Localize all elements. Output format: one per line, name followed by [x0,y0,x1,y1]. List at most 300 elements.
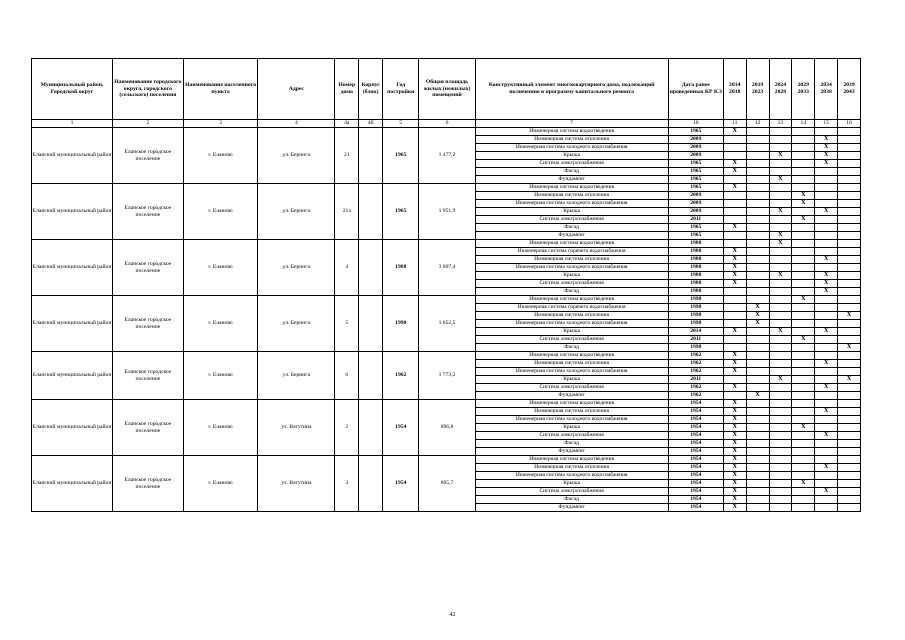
previous-repair-date-cell: 1962 [668,368,723,376]
table-row [32,296,861,304]
period-mark-cell [838,424,861,432]
capital-repair-table [31,58,861,512]
period-mark-cell [815,504,838,512]
period-mark-cell: X [723,464,746,472]
period-mark-cell [815,224,838,232]
period-mark-cell [723,192,746,200]
structural-element-cell: Крыша [475,480,668,488]
period-mark-cell [815,264,838,272]
structural-element-cell: Система электроснабжения [475,160,668,168]
period-mark-cell [746,208,769,216]
header-area: Общая площадь жилых (нежилых) помещений [419,59,475,120]
area-cell: 1 652,5 [419,296,475,352]
period-mark-cell [792,416,815,424]
period-mark-cell [792,128,815,136]
period-mark-cell [838,432,861,440]
period-mark-cell [792,320,815,328]
period-mark-cell [723,144,746,152]
district-cell: Еланский муниципальный район [32,240,113,296]
header-build-year: Год постройки [383,59,419,120]
period-mark-cell [746,216,769,224]
block-cell [359,128,383,184]
period-mark-cell: X [723,160,746,168]
period-mark-cell [769,416,792,424]
period-mark-cell [746,152,769,160]
structural-element-cell: Инженерная система водоотведения [475,352,668,360]
period-mark-cell [746,488,769,496]
street-cell: ул. Ватутина [258,456,335,512]
table-row [32,456,861,464]
house-number-cell: 5 [335,296,359,352]
locality-cell: г. Еланово [183,184,258,240]
column-number: 5 [383,120,419,128]
period-mark-cell [769,128,792,136]
district-cell: Еланский муниципальный район [32,352,113,400]
structural-element-cell: Крыша [475,424,668,432]
period-mark-cell [723,376,746,384]
period-mark-cell: X [792,336,815,344]
column-number: 3 [183,120,258,128]
structural-element-cell: Инженерная система холодного водоснабжения [475,416,668,424]
period-mark-cell [838,488,861,496]
period-mark-cell [769,344,792,352]
structural-element-cell: Крыша [475,272,668,280]
period-mark-cell [769,288,792,296]
structural-element-cell: Фасад [475,344,668,352]
period-mark-cell [838,440,861,448]
structural-element-cell: Инженерная система водоотведения [475,184,668,192]
period-mark-cell [769,320,792,328]
build-year-cell: 1988 [383,240,419,296]
previous-repair-date-cell: 1990 [668,344,723,352]
previous-repair-date-cell: 1954 [668,448,723,456]
period-mark-cell [723,392,746,400]
period-mark-cell [746,480,769,488]
structural-element-cell: Система электроснабжения [475,432,668,440]
period-mark-cell [792,344,815,352]
previous-repair-date-cell: 2014 [668,328,723,336]
previous-repair-date-cell: 1954 [668,440,723,448]
period-mark-cell [746,408,769,416]
area-cell: 1 951,9 [419,184,475,240]
previous-repair-date-cell: 2011 [668,376,723,384]
period-mark-cell [838,400,861,408]
period-mark-cell [838,144,861,152]
build-year-cell: 1965 [383,184,419,240]
period-mark-cell: X [838,344,861,352]
table-row [32,352,861,360]
previous-repair-date-cell: 1965 [668,176,723,184]
house-number-cell: 2 [335,400,359,456]
period-mark-cell [815,192,838,200]
period-mark-cell: X [723,504,746,512]
period-mark-cell: X [769,232,792,240]
column-number: 15 [815,120,838,128]
structural-element-cell: Инженерная система горячего водоснабжения [475,248,668,256]
period-mark-cell: X [815,488,838,496]
previous-repair-date-cell: 1954 [668,480,723,488]
period-mark-cell: X [838,376,861,384]
structural-element-cell: Инженерная система отопления [475,256,668,264]
period-mark-cell: X [815,136,838,144]
period-mark-cell: X [815,208,838,216]
period-mark-cell [792,472,815,480]
period-mark-cell [769,304,792,312]
previous-repair-date-cell: 2009 [668,192,723,200]
period-mark-cell [838,352,861,360]
street-cell: ул. Беринга [258,184,335,240]
period-mark-cell: X [723,256,746,264]
structural-element-cell: Фасад [475,224,668,232]
period-mark-cell: X [792,424,815,432]
structural-element-cell: Фасад [475,288,668,296]
structural-element-cell: Крыша [475,328,668,336]
street-cell: ул. Беринга [258,128,335,184]
previous-repair-date-cell: 2009 [668,208,723,216]
period-mark-cell [815,232,838,240]
page-number: 42 [449,612,456,618]
period-mark-cell: X [746,392,769,400]
period-mark-cell [723,296,746,304]
period-mark-cell [838,328,861,336]
period-mark-cell: X [723,384,746,392]
build-year-cell: 1954 [383,400,419,456]
period-mark-cell [769,392,792,400]
period-mark-cell: X [746,312,769,320]
period-mark-cell [746,248,769,256]
period-mark-cell: X [723,168,746,176]
settlement-cell: Еланское городское поселение [113,352,184,400]
period-mark-cell: X [838,312,861,320]
settlement-cell: Еланское городское поселение [113,400,184,456]
period-mark-cell [815,304,838,312]
period-mark-cell [815,472,838,480]
period-mark-cell [815,200,838,208]
period-mark-cell [769,424,792,432]
previous-repair-date-cell: 1990 [668,320,723,328]
period-mark-cell [769,368,792,376]
period-mark-cell [746,184,769,192]
table-row [32,240,861,248]
header-period-2024-2028: 2024 2028 [769,59,792,120]
settlement-cell: Еланское городское поселение [113,128,184,184]
period-mark-cell: X [815,288,838,296]
period-mark-cell [769,480,792,488]
period-mark-cell [838,248,861,256]
period-mark-cell [792,456,815,464]
period-mark-cell [792,408,815,416]
period-mark-cell [746,472,769,480]
period-mark-cell [723,344,746,352]
period-mark-cell [792,184,815,192]
area-cell: 1 477,2 [419,128,475,184]
period-mark-cell [792,152,815,160]
period-mark-cell [838,448,861,456]
period-mark-cell: X [769,376,792,384]
period-mark-cell [746,448,769,456]
previous-repair-date-cell: 1962 [668,392,723,400]
period-mark-cell [769,472,792,480]
column-number: 16 [838,120,861,128]
period-mark-cell: X [723,400,746,408]
period-mark-cell: X [723,328,746,336]
structural-element-cell: Фундамент [475,232,668,240]
previous-repair-date-cell: 1962 [668,384,723,392]
house-number-cell: 21а [335,184,359,240]
structural-element-cell: Инженерная система водоотведения [475,296,668,304]
period-mark-cell [792,448,815,456]
district-cell: Еланский муниципальный район [32,296,113,352]
period-mark-cell: X [815,280,838,288]
previous-repair-date-cell: 1965 [668,160,723,168]
column-number: 2 [113,120,184,128]
period-mark-cell [746,232,769,240]
period-mark-cell [838,200,861,208]
period-mark-cell [769,256,792,264]
period-mark-cell: X [723,368,746,376]
structural-element-cell: Инженерная система водоотведения [475,400,668,408]
period-mark-cell [815,392,838,400]
period-mark-cell [792,312,815,320]
period-mark-cell [792,384,815,392]
period-mark-cell: X [769,240,792,248]
header-house-number: Номер дома [335,59,359,120]
column-number: 11 [723,120,746,128]
period-mark-cell [838,176,861,184]
period-mark-cell [769,248,792,256]
period-mark-cell [769,200,792,208]
period-mark-cell: X [815,256,838,264]
period-mark-cell [815,496,838,504]
column-number: 14 [792,120,815,128]
header-period-2029-2033: 2029 2033 [792,59,815,120]
structural-element-cell: Система электроснабжения [475,216,668,224]
locality-cell: г. Еланово [183,400,258,456]
period-mark-cell [792,304,815,312]
period-mark-cell [792,400,815,408]
period-mark-cell: X [723,416,746,424]
area-cell: 895,7 [419,456,475,512]
house-number-cell: 4 [335,240,359,296]
locality-cell: г. Еланово [183,352,258,400]
period-mark-cell [838,152,861,160]
period-mark-cell [815,416,838,424]
previous-repair-date-cell: 1988 [668,264,723,272]
period-mark-cell: X [723,128,746,136]
previous-repair-date-cell: 2009 [668,200,723,208]
structural-element-cell: Фундамент [475,176,668,184]
period-mark-cell [723,240,746,248]
period-mark-cell [815,440,838,448]
period-mark-cell [838,416,861,424]
previous-repair-date-cell: 1954 [668,416,723,424]
previous-repair-date-cell: 1965 [668,232,723,240]
period-mark-cell: X [792,200,815,208]
period-mark-cell: X [815,384,838,392]
period-mark-cell [792,432,815,440]
period-mark-cell [746,344,769,352]
previous-repair-date-cell: 1954 [668,456,723,464]
period-mark-cell [769,296,792,304]
period-mark-cell [746,432,769,440]
period-mark-cell [769,408,792,416]
period-mark-cell: X [815,328,838,336]
period-mark-cell [792,160,815,168]
period-mark-cell [746,136,769,144]
previous-repair-date-cell: 1965 [668,224,723,232]
period-mark-cell [792,496,815,504]
period-mark-cell [838,160,861,168]
structural-element-cell: Фасад [475,168,668,176]
structural-element-cell: Фундамент [475,392,668,400]
structural-element-cell: Инженерная система холодного водоснабжения [475,320,668,328]
previous-repair-date-cell: 1965 [668,184,723,192]
table-row [32,128,861,136]
period-mark-cell [792,464,815,472]
period-mark-cell [769,264,792,272]
previous-repair-date-cell: 2009 [668,136,723,144]
period-mark-cell [792,208,815,216]
house-number-cell: 3 [335,456,359,512]
period-mark-cell [792,288,815,296]
locality-cell: г. Еланово [183,128,258,184]
district-cell: Еланский муниципальный район [32,184,113,240]
period-mark-cell [723,232,746,240]
period-mark-cell [723,320,746,328]
structural-element-cell: Фасад [475,440,668,448]
period-mark-cell [792,248,815,256]
period-mark-cell [815,480,838,488]
period-mark-cell [838,320,861,328]
period-mark-cell: X [792,216,815,224]
period-mark-cell: X [792,296,815,304]
period-mark-cell [746,400,769,408]
period-mark-cell [746,352,769,360]
area-cell: 1 773,2 [419,352,475,400]
period-mark-cell [815,216,838,224]
previous-repair-date-cell: 1954 [668,464,723,472]
locality-cell: г. Еланово [183,456,258,512]
street-cell: ул. Беринга [258,240,335,296]
period-mark-cell: X [746,320,769,328]
period-mark-cell [838,256,861,264]
period-mark-cell [815,296,838,304]
build-year-cell: 1954 [383,456,419,512]
period-mark-cell [792,504,815,512]
period-mark-cell [838,232,861,240]
header-block: Корпус (блок) [359,59,383,120]
period-mark-cell: X [723,408,746,416]
period-mark-cell [769,488,792,496]
previous-repair-date-cell: 1988 [668,256,723,264]
period-mark-cell [746,200,769,208]
period-mark-cell [769,224,792,232]
previous-repair-date-cell: 2009 [668,144,723,152]
locality-cell: г. Еланово [183,296,258,352]
period-mark-cell [838,272,861,280]
block-cell [359,352,383,400]
structural-element-cell: Крыша [475,208,668,216]
period-mark-cell [792,168,815,176]
period-mark-cell: X [769,328,792,336]
period-mark-cell: X [723,440,746,448]
period-mark-cell [723,152,746,160]
period-mark-cell [746,440,769,448]
period-mark-cell [746,336,769,344]
period-mark-cell [792,136,815,144]
period-mark-cell [838,136,861,144]
header-period-2019-2023: 2019 2023 [746,59,769,120]
period-mark-cell [746,360,769,368]
period-mark-cell [746,144,769,152]
period-mark-cell [792,328,815,336]
period-mark-cell [838,480,861,488]
period-mark-cell: X [815,144,838,152]
period-mark-cell: X [723,248,746,256]
period-mark-cell: X [815,360,838,368]
structural-element-cell: Инженерная система водоотведения [475,128,668,136]
period-mark-cell [769,384,792,392]
period-mark-cell: X [769,152,792,160]
area-cell: 3 807,4 [419,240,475,296]
house-number-cell: 21 [335,128,359,184]
period-mark-cell [769,464,792,472]
header-locality: Наименование населенного пункта [183,59,258,120]
previous-repair-date-cell: 1990 [668,304,723,312]
period-mark-cell: X [723,352,746,360]
structural-element-cell: Крыша [475,376,668,384]
block-cell [359,456,383,512]
period-mark-cell [746,376,769,384]
period-mark-cell [792,232,815,240]
previous-repair-date-cell: 1954 [668,400,723,408]
period-mark-cell [838,288,861,296]
period-mark-cell [769,360,792,368]
period-mark-cell [838,216,861,224]
period-mark-cell [815,400,838,408]
period-mark-cell [838,184,861,192]
period-mark-cell [746,296,769,304]
period-mark-cell [769,184,792,192]
period-mark-cell [723,176,746,184]
period-mark-cell: X [723,488,746,496]
period-mark-cell: X [815,152,838,160]
period-mark-cell: X [723,448,746,456]
previous-repair-date-cell: 1954 [668,432,723,440]
period-mark-cell: X [769,176,792,184]
period-mark-cell: X [723,280,746,288]
previous-repair-date-cell: 1988 [668,288,723,296]
period-mark-cell [769,504,792,512]
period-mark-cell [746,264,769,272]
period-mark-cell: X [815,408,838,416]
period-mark-cell [792,392,815,400]
period-mark-cell [838,392,861,400]
structural-element-cell: Система электроснабжения [475,488,668,496]
period-mark-cell [746,192,769,200]
period-mark-cell [792,376,815,384]
structural-element-cell: Крыша [475,152,668,160]
period-mark-cell [792,488,815,496]
structural-element-cell: Инженерная система отопления [475,408,668,416]
period-mark-cell [769,432,792,440]
previous-repair-date-cell: 1988 [668,240,723,248]
period-mark-cell: X [769,272,792,280]
period-mark-cell [792,256,815,264]
period-mark-cell: X [723,360,746,368]
previous-repair-date-cell: 1965 [668,168,723,176]
district-cell: Еланский муниципальный район [32,400,113,456]
